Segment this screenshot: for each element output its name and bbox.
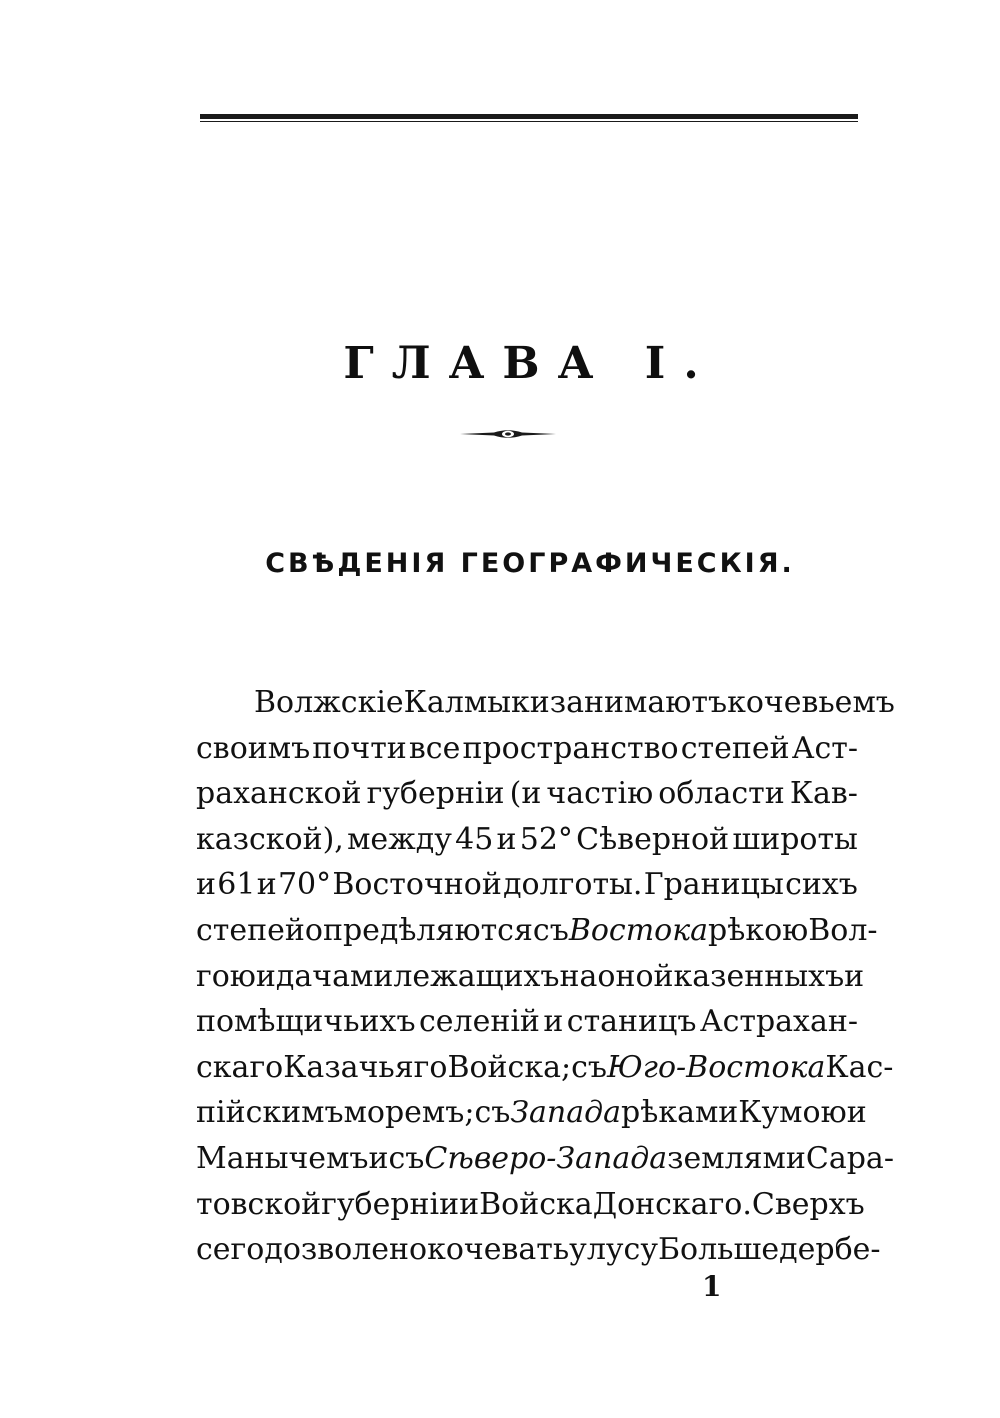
body-line: пійскимъ моремъ; съ Запада рѣками Кумою и xyxy=(196,1095,867,1131)
page-number: 1 xyxy=(702,1270,722,1303)
top-rule-thin-line xyxy=(200,121,858,122)
chapter-title: ГЛАВА I. xyxy=(343,338,717,389)
body-text xyxy=(196,680,895,1273)
body-line: и 61 и 70° Восточной долготы. Границы сихъ xyxy=(196,867,858,903)
ornament-divider xyxy=(460,426,556,442)
body-line: сего дозволено кочевать улусу Большедербе- xyxy=(196,1232,881,1268)
body-line: товской губерніи и Войска Донскаго. Сверхъ xyxy=(196,1186,865,1222)
body-line: скаго Казачьяго Войска; съ Юго-Востока Кас- xyxy=(196,1049,894,1085)
body-line: Волжскіе Калмыки занимаютъ кочевьемъ xyxy=(254,685,895,720)
body-line: своимъ почти все пространство степей Аст- xyxy=(196,730,858,766)
body-line: помѣщичьихъ селеній и станицъ Астрахан- xyxy=(196,1004,858,1040)
body-line: гою и дачами лежащихъ на оной казенныхъ и xyxy=(196,958,865,994)
top-double-rule xyxy=(200,114,858,122)
body-line: Манычемъ и съ Сѣверо-Запада землями Сара- xyxy=(196,1140,894,1176)
body-line: степей опредѣляются съ Востока рѣкою Вол- xyxy=(196,912,878,948)
section-title: СВѢДЕНІЯ ГЕОГРАФИЧЕСКІЯ. xyxy=(265,548,795,579)
body-line: казской), между 45 и 52° Сѣверной широты xyxy=(196,821,858,857)
body-line: раханской губерніи (и частію области Кав- xyxy=(196,776,858,812)
top-rule-thick-line xyxy=(200,114,858,119)
